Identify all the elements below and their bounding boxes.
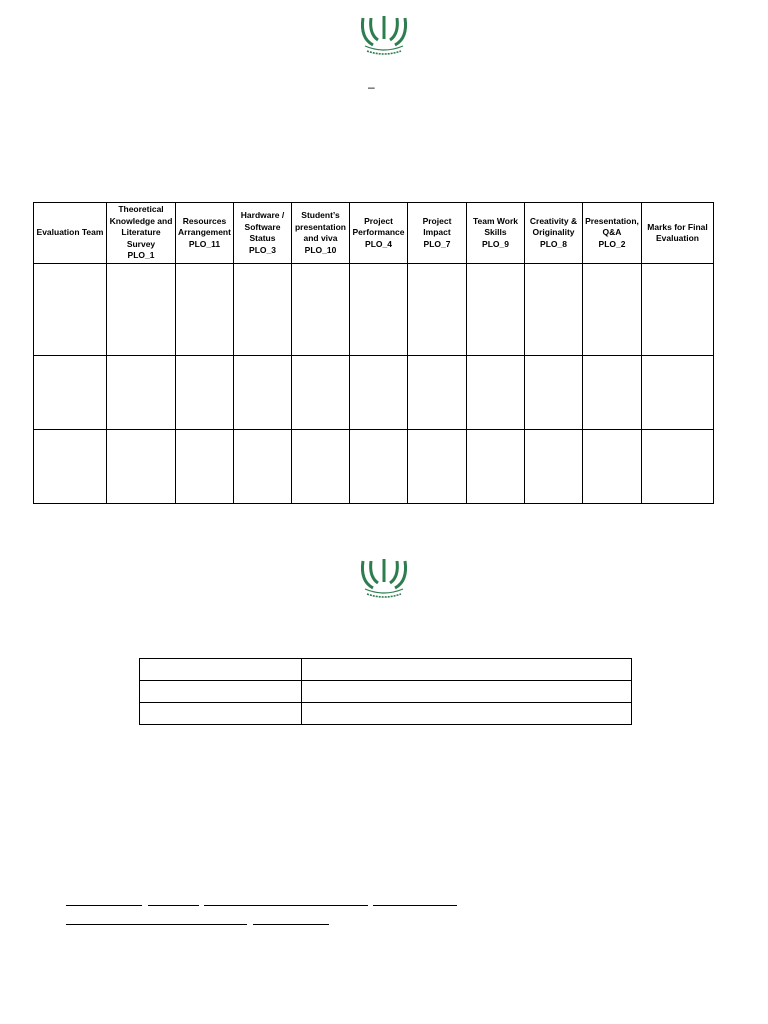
info-label-cell	[140, 659, 302, 681]
info-table	[139, 658, 632, 725]
table-row	[34, 264, 714, 356]
table-cell	[583, 430, 642, 504]
column-header-hardware-software-status	[234, 203, 292, 264]
column-header-line: Arrangement	[178, 227, 231, 238]
column-header-marks-final-evaluation	[642, 203, 714, 264]
table-row	[140, 681, 632, 703]
column-header-line: Theoretical	[118, 204, 164, 215]
table-cell	[525, 430, 583, 504]
table-cell	[234, 264, 292, 356]
table-cell	[525, 264, 583, 356]
column-header-line: Status	[249, 233, 276, 243]
table-cell	[292, 430, 350, 504]
column-header-resources-arrangement	[176, 203, 234, 264]
column-header-line: PLO_11	[188, 238, 221, 249]
table-cell	[34, 264, 107, 356]
column-header-line: PLO_1	[127, 250, 155, 261]
column-header-line: PLO_9	[482, 238, 509, 249]
table-cell	[107, 430, 176, 504]
column-header-line: Resources	[182, 215, 227, 226]
table-cell	[234, 356, 292, 430]
table-row	[34, 356, 714, 430]
table-cell	[408, 356, 467, 430]
table-cell	[107, 264, 176, 356]
table-cell	[292, 356, 350, 430]
table-cell	[642, 264, 714, 356]
table-cell	[176, 430, 234, 504]
column-header-line: PLO_8	[540, 238, 567, 249]
table-cell	[176, 264, 234, 356]
table-cell	[292, 264, 350, 356]
column-header-line: Team Work	[472, 215, 519, 226]
info-label-cell	[140, 703, 302, 725]
table-cell	[408, 430, 467, 504]
table-cell	[350, 430, 408, 504]
table-cell	[34, 430, 107, 504]
signature-line	[373, 905, 457, 906]
table-cell	[467, 264, 525, 356]
table-cell	[34, 356, 107, 430]
signature-line	[253, 924, 329, 925]
signature-line	[148, 905, 199, 906]
column-header-line: Performance	[352, 227, 405, 238]
evaluation-table-header	[34, 203, 714, 264]
info-value-cell	[302, 681, 632, 703]
table-cell	[176, 356, 234, 430]
column-header-line: Student’s	[301, 210, 340, 220]
column-header-line: PLO_7	[423, 238, 451, 249]
column-header-student-presentation-viva	[292, 203, 350, 264]
column-header-line: Software	[244, 221, 281, 232]
column-header-line: Presentation,	[585, 215, 639, 226]
university-logo-middle	[357, 555, 411, 601]
table-cell	[583, 264, 642, 356]
column-header-line: Project	[364, 215, 393, 226]
column-header-line: Creativity &	[529, 215, 578, 226]
column-header-line: Evaluation	[656, 233, 699, 243]
column-header-line: PLO_4	[365, 238, 392, 249]
table-cell	[408, 264, 467, 356]
signature-line	[66, 905, 142, 906]
table-row	[140, 659, 632, 681]
table-cell	[642, 430, 714, 504]
column-header-line: Project Impact	[422, 215, 452, 238]
column-header-line: Q&A	[602, 227, 622, 238]
column-header-line: Hardware /	[240, 210, 285, 220]
signature-line	[204, 905, 368, 906]
table-cell	[525, 356, 583, 430]
table-cell	[642, 356, 714, 430]
column-header-line: and viva	[303, 233, 338, 243]
table-row	[34, 430, 714, 504]
table-row	[140, 703, 632, 725]
table-cell	[350, 356, 408, 430]
column-header-line: PLO_10	[304, 244, 337, 255]
column-header-theoretical-knowledge	[107, 203, 176, 264]
column-header-creativity-originality	[525, 203, 583, 264]
table-cell	[467, 430, 525, 504]
column-header-line: Marks for Final	[647, 221, 708, 232]
column-header-project-performance	[350, 203, 408, 264]
column-header-presentation-qa	[583, 203, 642, 264]
table-cell	[583, 356, 642, 430]
column-header-line: Evaluation Team	[36, 227, 104, 238]
evaluation-table	[33, 202, 714, 504]
table-cell	[350, 264, 408, 356]
header-dash: –	[368, 80, 375, 94]
table-cell	[467, 356, 525, 430]
column-header-line: Literature Survey	[121, 227, 161, 249]
column-header-evaluation-team	[34, 203, 107, 264]
university-logo-top	[357, 12, 411, 58]
table-cell	[107, 356, 176, 430]
info-value-cell	[302, 703, 632, 725]
column-header-line: PLO_2	[598, 238, 626, 249]
column-header-team-work-skills	[467, 203, 525, 264]
column-header-line: Knowledge and	[109, 215, 173, 226]
table-cell	[234, 430, 292, 504]
column-header-line: Skills	[484, 227, 507, 238]
column-header-project-impact	[408, 203, 467, 264]
info-label-cell	[140, 681, 302, 703]
info-value-cell	[302, 659, 632, 681]
column-header-line: presentation	[294, 221, 346, 232]
signature-line	[66, 924, 247, 925]
column-header-line: Originality	[532, 227, 575, 238]
column-header-line: PLO_3	[249, 244, 276, 255]
